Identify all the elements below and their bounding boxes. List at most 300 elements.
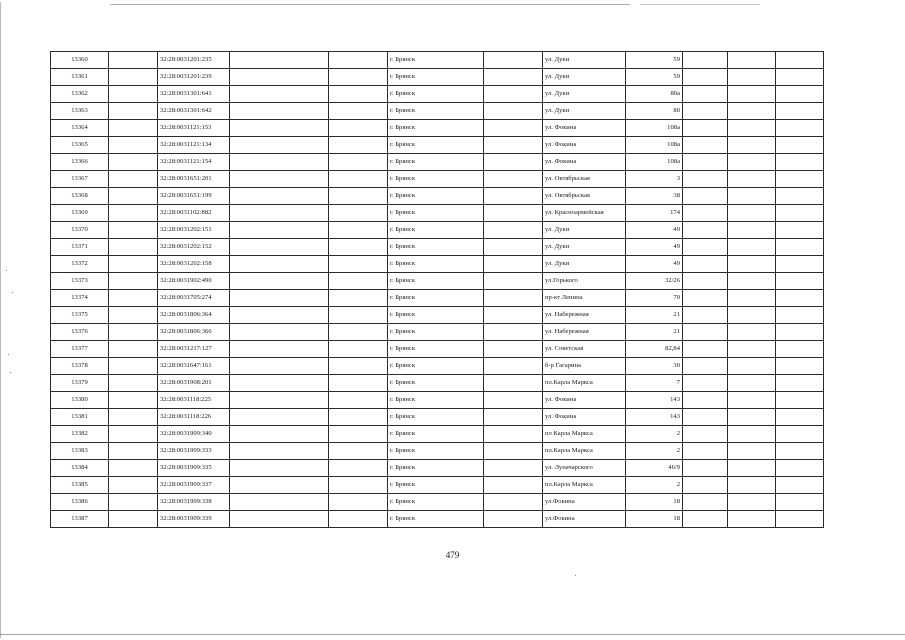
table-row <box>51 86 824 103</box>
cell-empty <box>683 239 728 256</box>
cell-empty <box>728 341 776 358</box>
cell-city: г. Брянск <box>388 409 484 426</box>
cell-empty <box>230 188 329 205</box>
cell-number: 13378 <box>51 358 109 375</box>
cell-empty <box>329 375 388 392</box>
scan-speck <box>10 372 11 373</box>
cell-empty <box>329 120 388 137</box>
cell-empty <box>484 69 543 86</box>
cell-empty <box>109 205 158 222</box>
cell-street: ул. Луначарского <box>543 460 626 477</box>
cell-house: 21 <box>626 324 683 341</box>
cell-empty <box>728 86 776 103</box>
cell-empty <box>109 494 158 511</box>
table-row <box>51 494 824 511</box>
cell-house: 18 <box>626 494 683 511</box>
cell-empty <box>484 494 543 511</box>
cell-house: 2 <box>626 426 683 443</box>
cell-number: 13371 <box>51 239 109 256</box>
cell-empty <box>728 103 776 120</box>
cell-city: г. Брянск <box>388 137 484 154</box>
cell-cadastral-number: 32:28:0031301:642 <box>158 103 230 120</box>
scan-speck <box>8 354 9 355</box>
cell-empty <box>109 307 158 324</box>
cell-house: 49 <box>626 239 683 256</box>
cell-cadastral-number: 32:28:0031202:152 <box>158 239 230 256</box>
cell-empty <box>109 443 158 460</box>
cell-empty <box>329 324 388 341</box>
cell-empty <box>230 443 329 460</box>
cell-street: ул. Фокина <box>543 409 626 426</box>
cell-city: г. Брянск <box>388 307 484 324</box>
cell-street: ул. Дуки <box>543 69 626 86</box>
cell-empty <box>484 426 543 443</box>
cell-number: 13380 <box>51 392 109 409</box>
cell-house: 30 <box>626 358 683 375</box>
cell-empty <box>776 222 824 239</box>
cell-empty <box>776 103 824 120</box>
cell-empty <box>329 290 388 307</box>
cell-street: ул. Набережная <box>543 307 626 324</box>
cell-empty <box>776 120 824 137</box>
cell-city: г. Брянск <box>388 324 484 341</box>
cell-empty <box>109 256 158 273</box>
cell-empty <box>728 358 776 375</box>
cell-cadastral-number: 32:28:0031118:226 <box>158 409 230 426</box>
cell-empty <box>728 137 776 154</box>
cell-empty <box>484 171 543 188</box>
cell-empty <box>728 69 776 86</box>
cell-empty <box>109 171 158 188</box>
cell-empty <box>683 137 728 154</box>
cell-street: ул. Дуки <box>543 256 626 273</box>
cell-number: 13361 <box>51 69 109 86</box>
cell-empty <box>776 256 824 273</box>
cell-empty <box>109 273 158 290</box>
cell-empty <box>230 290 329 307</box>
cell-cadastral-number: 32:28:0031909:335 <box>158 460 230 477</box>
cell-empty <box>683 358 728 375</box>
page-number: 479 <box>445 550 460 560</box>
table-row <box>51 52 824 69</box>
table-row <box>51 290 824 307</box>
cell-empty <box>776 324 824 341</box>
cell-empty <box>109 239 158 256</box>
cell-empty <box>484 358 543 375</box>
page-edge <box>0 2 1 638</box>
cell-empty <box>728 52 776 69</box>
cell-city: г. Брянск <box>388 375 484 392</box>
cell-empty <box>776 307 824 324</box>
cell-street: ул.Горького <box>543 273 626 290</box>
cell-empty <box>109 324 158 341</box>
cell-street: ул. Фокина <box>543 120 626 137</box>
cell-empty <box>776 375 824 392</box>
table-row <box>51 477 824 494</box>
cell-street: ул. Фокина <box>543 154 626 171</box>
cell-empty <box>683 154 728 171</box>
cell-empty <box>484 341 543 358</box>
cell-number: 13377 <box>51 341 109 358</box>
cell-cadastral-number: 32:28:0031909:339 <box>158 511 230 528</box>
cell-empty <box>109 511 158 528</box>
cell-empty <box>329 52 388 69</box>
cell-number: 13374 <box>51 290 109 307</box>
cell-cadastral-number: 32:28:0031705:274 <box>158 290 230 307</box>
cell-empty <box>329 154 388 171</box>
cell-empty <box>683 120 728 137</box>
cell-empty <box>230 324 329 341</box>
cell-empty <box>230 103 329 120</box>
cell-empty <box>728 392 776 409</box>
scan-speck <box>575 575 576 576</box>
cell-street: ул. Фокина <box>543 392 626 409</box>
cell-empty <box>683 409 728 426</box>
cell-empty <box>109 69 158 86</box>
cell-city: г. Брянск <box>388 222 484 239</box>
cell-empty <box>230 52 329 69</box>
cell-empty <box>230 256 329 273</box>
cell-street: пл.Карла Маркса <box>543 375 626 392</box>
cell-empty <box>230 120 329 137</box>
cell-city: г. Брянск <box>388 494 484 511</box>
cell-empty <box>109 154 158 171</box>
cell-street: ул. Октябрьская <box>543 188 626 205</box>
cell-empty <box>230 375 329 392</box>
cell-cadastral-number: 32:28:0031909:337 <box>158 477 230 494</box>
cell-house: 80 <box>626 103 683 120</box>
cell-empty <box>484 120 543 137</box>
cell-number: 13367 <box>51 171 109 188</box>
table-row <box>51 239 824 256</box>
cell-empty <box>776 273 824 290</box>
cell-empty <box>230 460 329 477</box>
cell-empty <box>230 273 329 290</box>
cell-empty <box>728 239 776 256</box>
cell-empty <box>484 324 543 341</box>
cell-empty <box>230 426 329 443</box>
cell-city: г. Брянск <box>388 120 484 137</box>
cell-empty <box>329 392 388 409</box>
cell-empty <box>776 188 824 205</box>
cell-house: 108а <box>626 137 683 154</box>
cell-empty <box>683 494 728 511</box>
cell-empty <box>683 477 728 494</box>
cell-empty <box>728 426 776 443</box>
cell-empty <box>230 86 329 103</box>
cell-empty <box>230 409 329 426</box>
cell-city: г. Брянск <box>388 52 484 69</box>
cell-house: 38 <box>626 188 683 205</box>
cell-street: ул. Советская <box>543 341 626 358</box>
cell-empty <box>728 307 776 324</box>
cell-cadastral-number: 32:28:0031121:153 <box>158 120 230 137</box>
cell-city: г. Брянск <box>388 154 484 171</box>
cell-number: 13381 <box>51 409 109 426</box>
cell-street: ул. Набережная <box>543 324 626 341</box>
cell-empty <box>776 205 824 222</box>
cell-street: ул.Фокина <box>543 511 626 528</box>
cell-city: г. Брянск <box>388 290 484 307</box>
cell-house: 143 <box>626 409 683 426</box>
cell-empty <box>776 392 824 409</box>
cell-empty <box>683 443 728 460</box>
cell-empty <box>776 69 824 86</box>
cell-empty <box>776 154 824 171</box>
cell-number: 13362 <box>51 86 109 103</box>
cell-empty <box>109 137 158 154</box>
cell-empty <box>484 460 543 477</box>
cell-empty <box>683 222 728 239</box>
cell-empty <box>109 392 158 409</box>
table-row <box>51 375 824 392</box>
cell-empty <box>683 205 728 222</box>
cell-number: 13363 <box>51 103 109 120</box>
cell-empty <box>683 375 728 392</box>
table-row <box>51 460 824 477</box>
cell-empty <box>109 409 158 426</box>
table-row <box>51 137 824 154</box>
cell-street: б-р Гагарина <box>543 358 626 375</box>
cell-empty <box>776 409 824 426</box>
registry-table <box>50 51 824 528</box>
cell-empty <box>728 171 776 188</box>
cell-empty <box>776 239 824 256</box>
cell-house: 70 <box>626 290 683 307</box>
table-row <box>51 324 824 341</box>
cell-empty <box>728 188 776 205</box>
cell-empty <box>776 341 824 358</box>
cell-cadastral-number: 32:28:0031651:201 <box>158 171 230 188</box>
cell-empty <box>109 86 158 103</box>
table-row <box>51 341 824 358</box>
cell-empty <box>230 171 329 188</box>
cell-empty <box>484 375 543 392</box>
cell-house: 174 <box>626 205 683 222</box>
cell-empty <box>728 443 776 460</box>
cell-empty <box>329 137 388 154</box>
cell-number: 13360 <box>51 52 109 69</box>
cell-empty <box>329 341 388 358</box>
cell-empty <box>329 307 388 324</box>
cell-empty <box>728 222 776 239</box>
cell-cadastral-number: 32:28:0031908:201 <box>158 375 230 392</box>
cell-empty <box>683 256 728 273</box>
cell-empty <box>109 52 158 69</box>
cell-city: г. Брянск <box>388 86 484 103</box>
cell-house: 59 <box>626 52 683 69</box>
cell-empty <box>484 477 543 494</box>
cell-city: г. Брянск <box>388 358 484 375</box>
cell-empty <box>728 375 776 392</box>
table-row <box>51 154 824 171</box>
cell-street: ул. Красноармейская <box>543 205 626 222</box>
cell-number: 13373 <box>51 273 109 290</box>
cell-city: г. Брянск <box>388 392 484 409</box>
cell-empty <box>230 511 329 528</box>
cell-city: г. Брянск <box>388 443 484 460</box>
cell-empty <box>484 273 543 290</box>
cell-number: 13364 <box>51 120 109 137</box>
cell-empty <box>230 69 329 86</box>
cell-empty <box>329 460 388 477</box>
cell-street: ул. Октябрьская <box>543 171 626 188</box>
cell-empty <box>230 341 329 358</box>
cell-empty <box>776 171 824 188</box>
cell-street: пр-кт Ленина <box>543 290 626 307</box>
cell-cadastral-number: 32:28:0031647:161 <box>158 358 230 375</box>
cell-empty <box>109 188 158 205</box>
cell-empty <box>728 290 776 307</box>
cell-empty <box>329 103 388 120</box>
cell-cadastral-number: 32:28:0031202:158 <box>158 256 230 273</box>
table-row <box>51 171 824 188</box>
cell-empty <box>728 154 776 171</box>
cell-empty <box>329 494 388 511</box>
cell-number: 13383 <box>51 443 109 460</box>
cell-city: г. Брянск <box>388 171 484 188</box>
cell-empty <box>329 511 388 528</box>
cell-street: ул.Фокина <box>543 494 626 511</box>
cell-empty <box>230 358 329 375</box>
cell-empty <box>728 460 776 477</box>
cell-city: г. Брянск <box>388 188 484 205</box>
cell-house: 143 <box>626 392 683 409</box>
cell-city: г. Брянск <box>388 477 484 494</box>
cell-empty <box>484 290 543 307</box>
scan-speck <box>6 270 7 271</box>
cell-cadastral-number: 32:28:0031651:199 <box>158 188 230 205</box>
scan-speck <box>12 292 13 293</box>
cell-house: 46/9 <box>626 460 683 477</box>
cell-empty <box>109 290 158 307</box>
cell-house: 21 <box>626 307 683 324</box>
table-row <box>51 188 824 205</box>
cell-empty <box>776 137 824 154</box>
cell-house: 108а <box>626 154 683 171</box>
cell-number: 13384 <box>51 460 109 477</box>
cell-house: 59 <box>626 69 683 86</box>
table-row <box>51 409 824 426</box>
cell-empty <box>230 222 329 239</box>
cell-empty <box>683 341 728 358</box>
cell-empty <box>329 239 388 256</box>
cell-empty <box>683 392 728 409</box>
cell-number: 13372 <box>51 256 109 273</box>
cell-empty <box>109 460 158 477</box>
cell-empty <box>484 443 543 460</box>
table-row <box>51 426 824 443</box>
cell-city: г. Брянск <box>388 460 484 477</box>
cell-empty <box>484 103 543 120</box>
cell-empty <box>484 239 543 256</box>
cell-city: г. Брянск <box>388 511 484 528</box>
cell-street: ул. Дуки <box>543 86 626 103</box>
cell-city: г. Брянск <box>388 426 484 443</box>
cell-number: 13385 <box>51 477 109 494</box>
cell-cadastral-number: 32:28:0031301:641 <box>158 86 230 103</box>
cell-cadastral-number: 32:28:0031806:366 <box>158 324 230 341</box>
cell-empty <box>484 86 543 103</box>
cell-house: 18 <box>626 511 683 528</box>
cell-empty <box>484 52 543 69</box>
cell-cadastral-number: 32:28:0031201:235 <box>158 52 230 69</box>
cell-empty <box>230 137 329 154</box>
cell-empty <box>230 392 329 409</box>
table-row <box>51 205 824 222</box>
cell-empty <box>728 205 776 222</box>
cell-city: г. Брянск <box>388 341 484 358</box>
cell-empty <box>683 171 728 188</box>
cell-street: пл.Карла Маркса <box>543 477 626 494</box>
cell-empty <box>230 307 329 324</box>
cell-street: ул. Дуки <box>543 52 626 69</box>
table-row <box>51 307 824 324</box>
scan-artifact-top-right <box>640 4 760 5</box>
cell-empty <box>484 222 543 239</box>
cell-cadastral-number: 32:28:0031121:154 <box>158 154 230 171</box>
cell-empty <box>109 222 158 239</box>
scan-artifact-top <box>110 4 630 5</box>
cell-empty <box>683 324 728 341</box>
cell-empty <box>683 426 728 443</box>
cell-house: 2 <box>626 443 683 460</box>
cell-empty <box>329 409 388 426</box>
cell-empty <box>329 426 388 443</box>
cell-empty <box>329 188 388 205</box>
cell-empty <box>484 256 543 273</box>
cell-empty <box>484 392 543 409</box>
cell-cadastral-number: 32:28:0031217:127 <box>158 341 230 358</box>
cell-empty <box>776 511 824 528</box>
table-row <box>51 120 824 137</box>
cell-empty <box>683 307 728 324</box>
cell-empty <box>109 477 158 494</box>
cell-cadastral-number: 32:28:0031902:490 <box>158 273 230 290</box>
cell-street: пл Карла Маркса <box>543 426 626 443</box>
cell-cadastral-number: 32:28:0031909:340 <box>158 426 230 443</box>
cell-empty <box>484 188 543 205</box>
cell-city: г. Брянск <box>388 273 484 290</box>
cell-number: 13382 <box>51 426 109 443</box>
cell-cadastral-number: 32:28:0031202:151 <box>158 222 230 239</box>
cell-empty <box>329 477 388 494</box>
cell-house: 80а <box>626 86 683 103</box>
scan-artifact-bottom <box>0 634 905 635</box>
table-row <box>51 69 824 86</box>
cell-house: 49 <box>626 222 683 239</box>
cell-empty <box>728 324 776 341</box>
cell-cadastral-number: 32:28:0031806:364 <box>158 307 230 324</box>
cell-empty <box>329 443 388 460</box>
cell-city: г. Брянск <box>388 205 484 222</box>
cell-empty <box>230 477 329 494</box>
cell-number: 13379 <box>51 375 109 392</box>
cell-empty <box>728 477 776 494</box>
cell-cadastral-number: 32:28:0031909:333 <box>158 443 230 460</box>
cell-empty <box>728 120 776 137</box>
cell-empty <box>776 358 824 375</box>
cell-empty <box>728 273 776 290</box>
cell-number: 13366 <box>51 154 109 171</box>
cell-empty <box>776 86 824 103</box>
table-row <box>51 443 824 460</box>
cell-empty <box>329 256 388 273</box>
cell-street: ул. Дуки <box>543 239 626 256</box>
cell-empty <box>484 511 543 528</box>
cell-number: 13368 <box>51 188 109 205</box>
cell-city: г. Брянск <box>388 256 484 273</box>
